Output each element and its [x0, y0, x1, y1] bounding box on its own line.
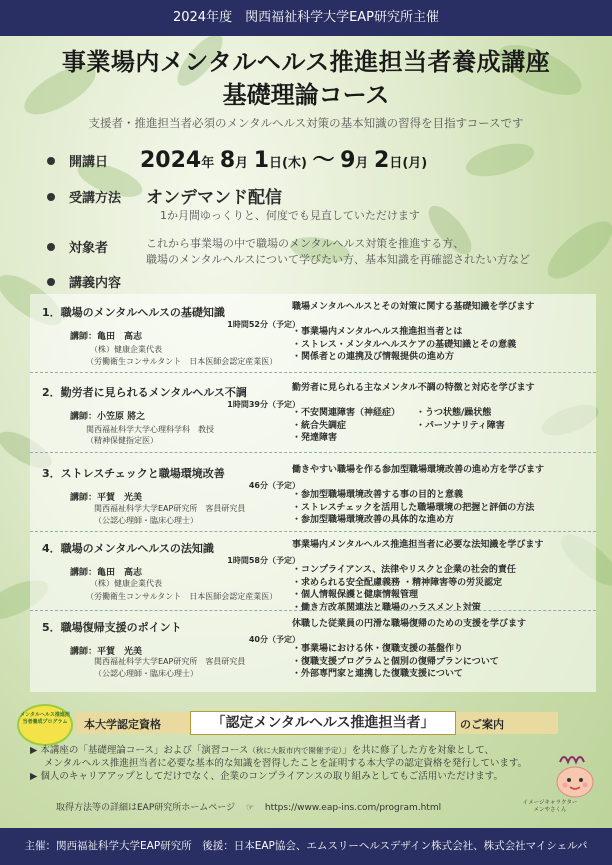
lecture-headline: 事業場内メンタルヘルス推進担当者に必要な法知識を学びます [292, 540, 544, 550]
course-description: 支援者・推進担当者必須のメンタルヘルス対策の基本知識の習得を目指すコースです [88, 116, 524, 130]
lecture-duration: 1時間58分（予定） [227, 556, 300, 565]
lecture-instructor: 講師：亀田 高志 [70, 568, 143, 578]
lecture-list [30, 294, 596, 692]
instructor-affiliation: 関西福祉科学大学心理科学科 教授 [86, 425, 214, 434]
divider [30, 610, 596, 611]
divider [30, 531, 596, 532]
page-title: 事業場内メンタルヘルス推進担当者養成講座 [61, 48, 551, 76]
lecture-summary [292, 537, 592, 614]
target-text: これから事業場の中で職場のメンタルヘルス対策を推進する方、 職場のメンタルヘルスについて学びたい方、基本知識を再確認されたい方など [146, 237, 531, 266]
content-label: 講義内容 [69, 276, 122, 291]
bullet-icon [47, 278, 55, 286]
lecture-points: ・不安関連障害（神経症） ・統合失調症 ・発達障害 ・うつ状態/躁状態 ・パーソナリティ障害 [292, 408, 505, 443]
method-value: オンデマンド配信 [146, 188, 282, 208]
mascot-caption: イメージキャラクター メンやさくん [522, 800, 578, 813]
footer-sponsors: 主催：関西福祉科学大学EAP研究所 後援：日本EAP協会、エムスリーヘルスデザイン株式会社、株式会社マイシェルパ [0, 828, 612, 865]
lecture-instructor: 講師：平賀 光美 [70, 493, 143, 503]
lecture-title: 3．ストレスチェックと職場環境改善 [42, 467, 225, 480]
divider [30, 452, 596, 453]
page-subtitle-course: 基礎理論コース [222, 81, 390, 109]
mascot-illustration [550, 752, 600, 800]
lecture-summary [292, 616, 592, 681]
lecture-points: ・事業場における休・復職支援の基盤作り ・復職支援プログラムと個別の復帰プランについて ・外部専門家と連携した復職支援について [292, 644, 499, 679]
lecture-title: 5．職場復帰支援のポイント [42, 621, 182, 634]
content-row [47, 271, 121, 291]
lecture-instructor: 講師：平賀 光美 [70, 647, 143, 657]
lecture-points: ・参加型職場環境改善する事の目的と意義 ・ストレスチェックを活用した職場環境の把握と評価の方法 ・参加型職場環境改善の具体的な進め方 [292, 490, 535, 525]
lecture-duration: 40分（予定） [248, 635, 300, 644]
instructor-affiliation: 関西福祉科学大学EAP研究所 客員研究員 [94, 657, 246, 666]
target-row [47, 236, 108, 256]
lecture-instructor: 講師：小笠原 將之 [70, 412, 146, 422]
lecture-summary [292, 299, 592, 364]
program-badge: メンタルヘルス推進担当者養成プログラム [17, 704, 73, 746]
lecture-instructor: 講師：亀田 高志 [70, 332, 143, 342]
instructor-affiliation: （株）健康企業代表 [90, 579, 162, 588]
pointing-hand-icon: ☞ [245, 803, 255, 813]
instructor-affiliation: （株）健康企業代表 [90, 345, 162, 354]
lecture-title: 1．職場のメンタルヘルスの基礎知識 [42, 306, 225, 319]
certification-notes: ▶ 本講座の「基礎理論コース」および「演習コース（秋に大阪市内で開催予定）」を共に修了した方を対象として、 メンタルヘルス推進担当者に必要な基本的な知識を習得したことを証明する本大学の認定資格を発行しています。 ▶ 個人のキャリアアップとしてだけでなく、企業のコンプライアンスの取り組みとしてもご活用いただけます。 [30, 745, 528, 782]
instructor-credentials: （精神保健指定医） [86, 436, 158, 445]
target-label: 対象者 [69, 241, 109, 256]
divider [30, 372, 596, 373]
method-label: 受講方法 [69, 191, 122, 206]
certification-label: 本大学認定資格 [84, 718, 161, 731]
instructor-credentials: （公認心理師・臨床心理士） [94, 516, 198, 525]
instructor-credentials: （公認心理師・臨床心理士） [94, 669, 198, 678]
certification-guide: のご案内 [460, 718, 504, 731]
method-row [47, 186, 121, 206]
lecture-title: 4．職場のメンタルヘルスの法知識 [42, 542, 214, 555]
lecture-title: 2．勤労者に見られるメンタルヘルス不調 [42, 386, 247, 399]
period-dates: 2024年 8月 1日(木) ～ 9月 2日(月) [140, 148, 428, 173]
instructor-credentials: （労働衛生コンサルタント 日本医師会認定産業医） [86, 357, 278, 366]
lecture-headline: 休職した従業員の円滑な職場復帰のための支援を学びます [292, 619, 527, 629]
lecture-headline: 職場メンタルヘルスとその対策に関する基礎知識を学びます [292, 302, 535, 312]
lecture-points: ・コンプライアンス、法律やリスクと企業の社会的責任 ・求められる安全配慮義務 ・精神障害等の労災認定 ・個人情報保護と健康情報管理 ・働き方改革関連法と職場のハラスメント対策 [292, 565, 516, 613]
certification-name: 「認定メンタルヘルス推進担当者」 [190, 711, 456, 735]
bullet-icon [47, 243, 55, 251]
program-url-link[interactable]: https://www.eap-ins.com/program.html [264, 803, 442, 813]
lecture-summary [292, 462, 592, 527]
period-label: 開講日 [69, 155, 109, 170]
lecture-points: ・事業場内メンタルヘルス推進担当者とは ・ストレス・メンタルヘルスケアの基礎知識とその意義 ・関係者との連携及び情報提供の進め方 [292, 327, 517, 362]
lecture-duration: 46分（予定） [248, 481, 300, 490]
lecture-headline: 勤労者に見られる主なメンタル不調の特徴と対応を学びます [292, 383, 535, 393]
instructor-credentials: （労働衛生コンサルタント 日本医師会認定産業医） [86, 592, 278, 601]
lecture-headline: 働きやすい職場を作る参加型職場環境改善の進め方を学びます [292, 465, 545, 475]
bullet-icon [47, 157, 55, 165]
lecture-duration: 1時間52分（予定） [227, 320, 300, 329]
lecture-summary [292, 380, 592, 445]
method-note: 1か月間ゆっくりと、何度でも見直していただけます [160, 209, 420, 222]
bullet-icon [47, 193, 55, 201]
instructor-affiliation: 関西福祉科学大学EAP研究所 客員研究員 [94, 504, 246, 513]
lecture-duration: 1時間39分（予定） [227, 400, 300, 409]
top-banner: 2024年度 関西福祉科学大学EAP研究所主催 [0, 0, 612, 36]
howto-line: 取得方法等の詳細はEAP研究所ホームページ ☞ https://www.eap-ins.com/program.html [56, 803, 442, 813]
period-row [47, 150, 108, 170]
